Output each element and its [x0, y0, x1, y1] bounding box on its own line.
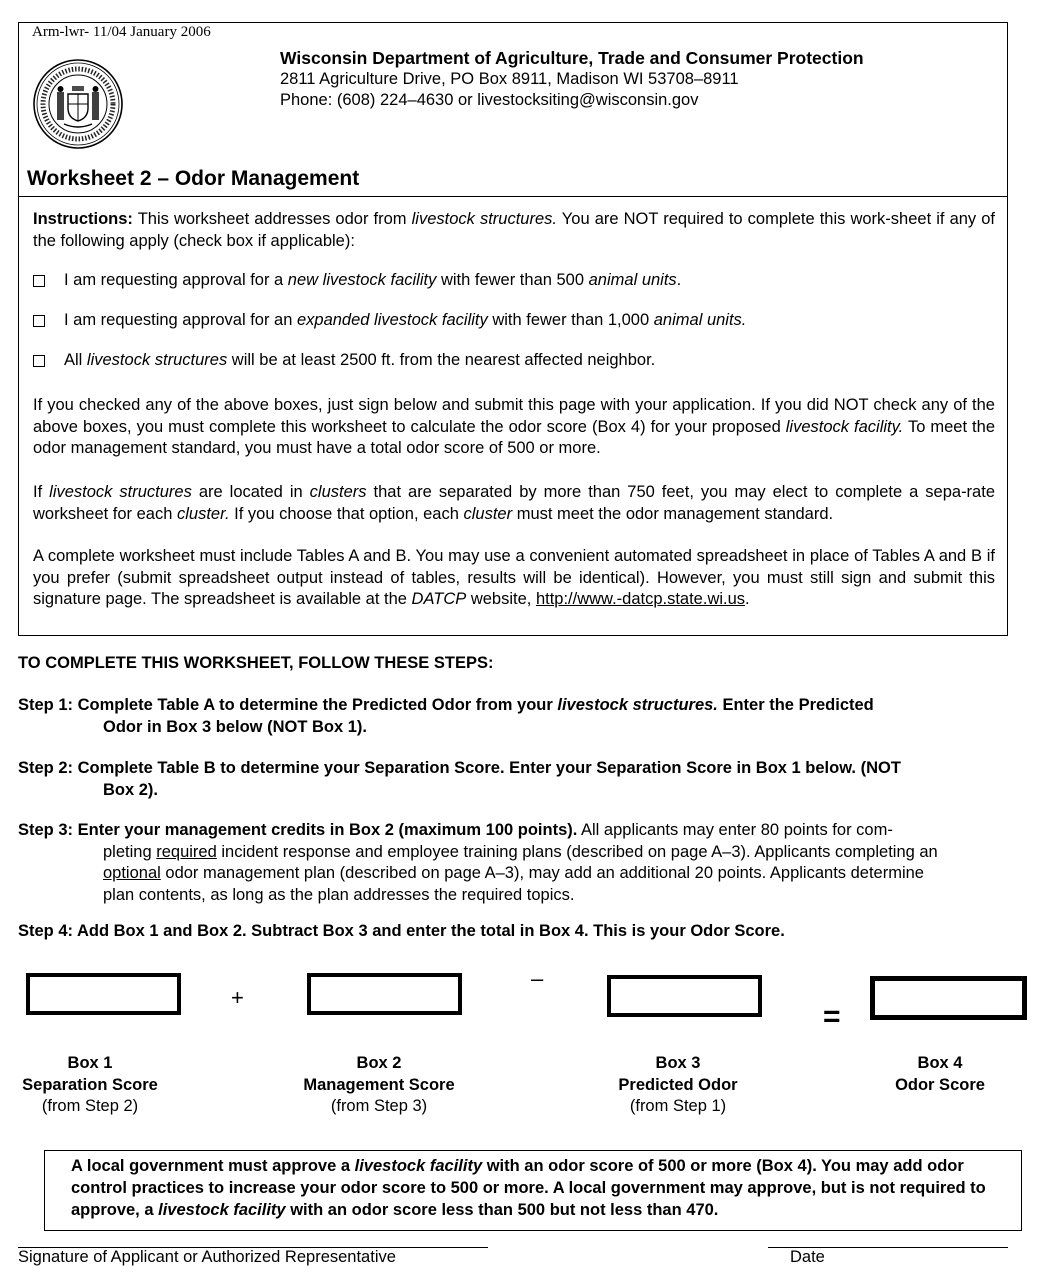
plus-sign: +: [231, 985, 244, 1010]
box-4-odor-score-input[interactable]: [870, 976, 1027, 1020]
box-3-label: Box 3 Predicted Odor (from Step 1): [618, 1054, 738, 1115]
box-1-label: Box 1 Separation Score (from Step 2): [22, 1054, 158, 1115]
equals-sign: =: [823, 1000, 841, 1033]
intro-text-2: You are NOT required to complete this work-sheet if any of the following apply (check box if applicable):: [33, 210, 996, 250]
instructions-paragraph-2: If livestock structures are located in clusters that are separated by more than 750 feet, you may elect to complete a sepa-rate worksheet for each cluster. If you choose that option, each cluster must meet the odor management standard.: [33, 483, 995, 523]
checkbox-row-distance[interactable]: [33, 351, 655, 370]
intro-text: This worksheet addresses odor from: [132, 210, 412, 228]
signature-label: Signature of Applicant or Authorized Representative: [18, 1248, 396, 1266]
intro-em: livestock structures.: [411, 210, 557, 228]
agency-name: Wisconsin Department of Agriculture, Trade and Consumer Protection: [280, 48, 864, 68]
checkbox-new-facility[interactable]: [33, 275, 45, 287]
datcp-website-link[interactable]: http://www.-datcp.state.wi.us: [535, 590, 746, 608]
checkbox-label: All livestock structures will be at least 2500 ft. from the nearest affected neighbor.: [64, 351, 656, 369]
instructions-intro: [33, 209, 995, 252]
agency-block: [280, 48, 864, 111]
instructions-paragraph-1: If you checked any of the above boxes, just sign below and submit this page with your application. If you did NOT check any of the above boxes, you must complete this worksheet to calculate the odor score (Box 4) for your proposed livestock facility. To meet the odor management standard, you must have a total odor score of 500 or more.: [33, 396, 995, 457]
step-1: Step 1: Complete Table A to determine the Predicted Odor from your livestock structures. Enter the Predicted Odor in Box 3 below (NOT Box 1).: [18, 696, 874, 736]
minus-sign: –: [531, 966, 544, 991]
step-4: Step 4: Add Box 1 and Box 2. Subtract Box 3 and enter the total in Box 4. This is your Odor Score.: [18, 922, 785, 940]
instructions-paragraph-3: A complete worksheet must include Tables A and B. You may use a convenient automated spreadsheet in place of Tables A and B if you prefer (submit spreadsheet output instead of tables, results will be identical). However, you must still sign and submit this signature page. The spreadsheet is available at the DATCP website, http://www.-datcp.state.wi.us.: [33, 547, 995, 608]
steps-heading: TO COMPLETE THIS WORKSHEET, FOLLOW THESE STEPS:: [18, 654, 494, 672]
checkbox-expanded-facility[interactable]: [33, 315, 45, 327]
box-3-predicted-odor-input[interactable]: [607, 975, 762, 1017]
checkbox-label: I am requesting approval for an expanded livestock facility with fewer than 1,000 animal units.: [64, 311, 747, 329]
state-seal-icon: [32, 58, 124, 150]
form-code: Arm-lwr- 11/04 January 2006: [32, 24, 211, 40]
agency-phone: Phone: (608) 224–4630 or livestocksiting@wisconsin.gov: [280, 91, 699, 109]
date-label: Date: [790, 1248, 825, 1266]
step-3: Step 3: Enter your management credits in Box 2 (maximum 100 points). All applicants may enter 80 points for com- pleting required incident response and employee training plans (described on page A–3). Applicants completing an optional odor management plan (described on page A–3), may add an additional 20 points. Applicants determine plan contents, as long as the plan addresses the required topics.: [18, 821, 938, 904]
step-2: Step 2: Complete Table B to determine your Separation Score. Enter your Separation Score in Box 1 below. (NOT Box 2).: [18, 759, 901, 799]
checkbox-distance[interactable]: [33, 355, 45, 367]
box-2-management-score-input[interactable]: [307, 973, 462, 1015]
box-1-separation-score-input[interactable]: [26, 973, 181, 1015]
instructions-label: Instructions:: [33, 210, 133, 228]
approval-notice: A local government must approve a livestock facility with an odor score of 500 or more (Box 4). You may add odor control practices to increase your odor score to 500 or more. A local government may approve, but is not required to approve, a livestock facility with an odor score less than 500 but not less than 470.: [44, 1150, 1022, 1231]
checkbox-label: I am requesting approval for a new livestock facility with fewer than 500 animal units.: [64, 271, 682, 289]
agency-address: 2811 Agriculture Drive, PO Box 8911, Madison WI 53708–8911: [280, 70, 739, 88]
box-4-label: Box 4 Odor Score: [895, 1054, 985, 1094]
checkbox-row-expanded-facility[interactable]: [33, 311, 746, 330]
worksheet-title: Worksheet 2 – Odor Management: [27, 167, 360, 190]
box-2-label: Box 2 Management Score (from Step 3): [303, 1054, 455, 1115]
checkbox-row-new-facility[interactable]: [33, 271, 681, 290]
